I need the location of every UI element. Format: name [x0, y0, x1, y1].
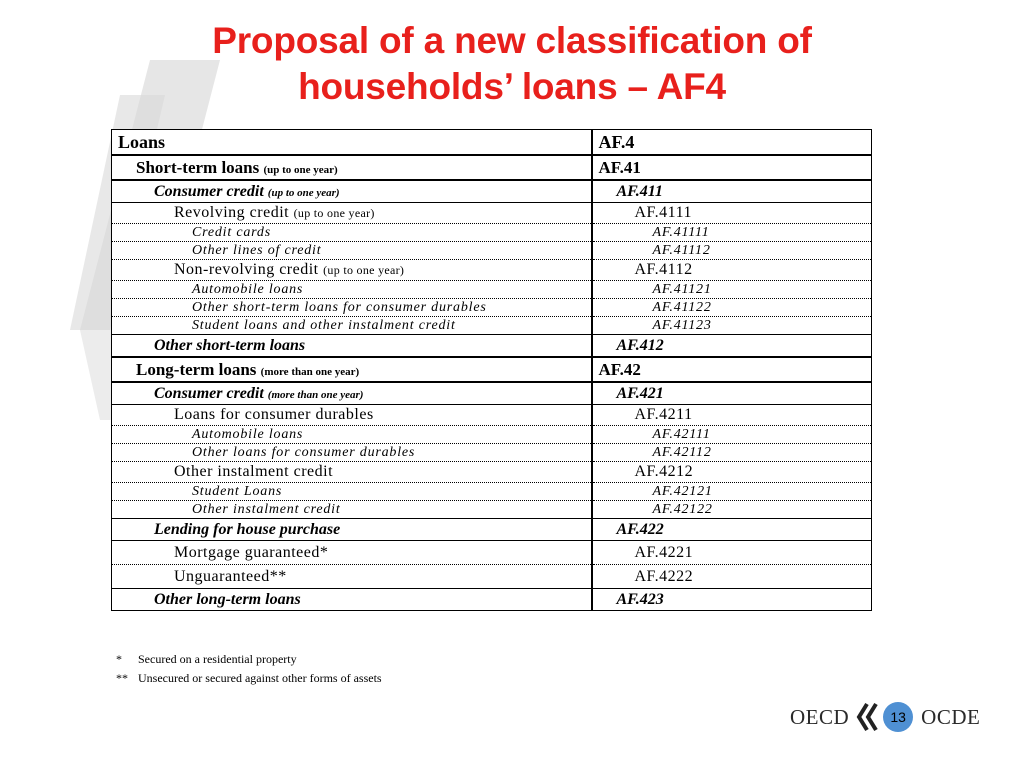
table-row — [112, 519, 872, 541]
footnotes — [116, 650, 382, 688]
table-row — [112, 426, 872, 444]
table-row — [112, 180, 872, 203]
row-code: AF.42 — [592, 357, 872, 382]
footnote-text: Unsecured or secured against other forms of assets — [138, 671, 382, 685]
row-name: Loans — [112, 130, 592, 156]
row-name: Short-term loans (up to one year) — [112, 155, 592, 180]
row-name: Student loans and other instalment credit — [112, 317, 592, 335]
row-name: Non-revolving credit (up to one year) — [112, 260, 592, 281]
table-row — [112, 462, 872, 483]
row-code: AF.42122 — [592, 501, 872, 519]
row-note: (up to one year) — [323, 263, 405, 277]
row-code: AF.421 — [592, 382, 872, 405]
table-row — [112, 357, 872, 382]
row-name: Mortgage guaranteed* — [112, 541, 592, 565]
row-code: AF.4 — [592, 130, 872, 156]
row-code: AF.4211 — [592, 405, 872, 426]
row-code: AF.412 — [592, 335, 872, 358]
row-note: (more than one year) — [267, 388, 364, 401]
row-note: (up to one year) — [293, 206, 375, 220]
table-row — [112, 444, 872, 462]
slide-title-line-2: households’ loans – AF4 — [298, 66, 726, 107]
row-code: AF.4221 — [592, 541, 872, 565]
row-name: Lending for house purchase — [112, 519, 592, 541]
table-row — [112, 565, 872, 589]
footnote — [116, 650, 382, 669]
row-name: Other instalment credit — [112, 501, 592, 519]
loan-classification-table — [111, 129, 872, 611]
row-name: Consumer credit (more than one year) — [112, 382, 592, 405]
row-note: (more than one year) — [260, 365, 360, 378]
row-name: Other instalment credit — [112, 462, 592, 483]
row-name: Other loans for consumer durables — [112, 444, 592, 462]
table-row — [112, 281, 872, 299]
row-name: Other long-term loans — [112, 589, 592, 611]
table-row — [112, 130, 872, 156]
slide-title-line-1: Proposal of a new classification of — [212, 20, 812, 61]
table-row — [112, 405, 872, 426]
row-name: Credit cards — [112, 224, 592, 242]
table-row — [112, 541, 872, 565]
row-code: AF.41122 — [592, 299, 872, 317]
row-code: AF.41111 — [592, 224, 872, 242]
footnote-mark: * — [116, 652, 122, 666]
row-code: AF.41 — [592, 155, 872, 180]
slide-footer — [790, 701, 1000, 733]
table-row — [112, 589, 872, 611]
row-code: AF.42112 — [592, 444, 872, 462]
org-name-en: OECD — [790, 704, 850, 729]
row-code: AF.41121 — [592, 281, 872, 299]
row-code: AF.4112 — [592, 260, 872, 281]
footnote-mark: ** — [116, 671, 128, 685]
footnote-text: Secured on a residential property — [138, 652, 297, 666]
row-code: AF.42121 — [592, 483, 872, 501]
footnote — [116, 669, 382, 688]
row-note: (up to one year) — [267, 186, 340, 199]
table-row — [112, 203, 872, 224]
table-row — [112, 317, 872, 335]
table-row — [112, 382, 872, 405]
page-number-badge: 13 — [883, 702, 913, 732]
row-name: Other short-term loans — [112, 335, 592, 358]
row-name: Revolving credit (up to one year) — [112, 203, 592, 224]
row-name: Other lines of credit — [112, 242, 592, 260]
row-code: AF.41123 — [592, 317, 872, 335]
row-name: Unguaranteed** — [112, 565, 592, 589]
row-name: Automobile loans — [112, 426, 592, 444]
table-row — [112, 224, 872, 242]
row-code: AF.4212 — [592, 462, 872, 483]
row-name: Student Loans — [112, 483, 592, 501]
row-name: Long-term loans (more than one year) — [112, 357, 592, 382]
table-row — [112, 483, 872, 501]
row-code: AF.42111 — [592, 426, 872, 444]
row-name: Consumer credit (up to one year) — [112, 180, 592, 203]
row-code: AF.422 — [592, 519, 872, 541]
row-note: (up to one year) — [263, 163, 338, 176]
row-code: AF.41112 — [592, 242, 872, 260]
row-code: AF.411 — [592, 180, 872, 203]
row-code: AF.4222 — [592, 565, 872, 589]
row-name: Automobile loans — [112, 281, 592, 299]
row-name: Loans for consumer durables — [112, 405, 592, 426]
row-name: Other short-term loans for consumer durables — [112, 299, 592, 317]
org-name-fr: OCDE — [921, 704, 981, 729]
row-code: AF.4111 — [592, 203, 872, 224]
table-row — [112, 335, 872, 358]
table-row — [112, 501, 872, 519]
table-row — [112, 242, 872, 260]
table-row — [112, 260, 872, 281]
oecd-chevron-logo-icon — [855, 702, 881, 732]
row-code: AF.423 — [592, 589, 872, 611]
table-row — [112, 155, 872, 180]
slide-title — [0, 18, 1024, 110]
table-row — [112, 299, 872, 317]
